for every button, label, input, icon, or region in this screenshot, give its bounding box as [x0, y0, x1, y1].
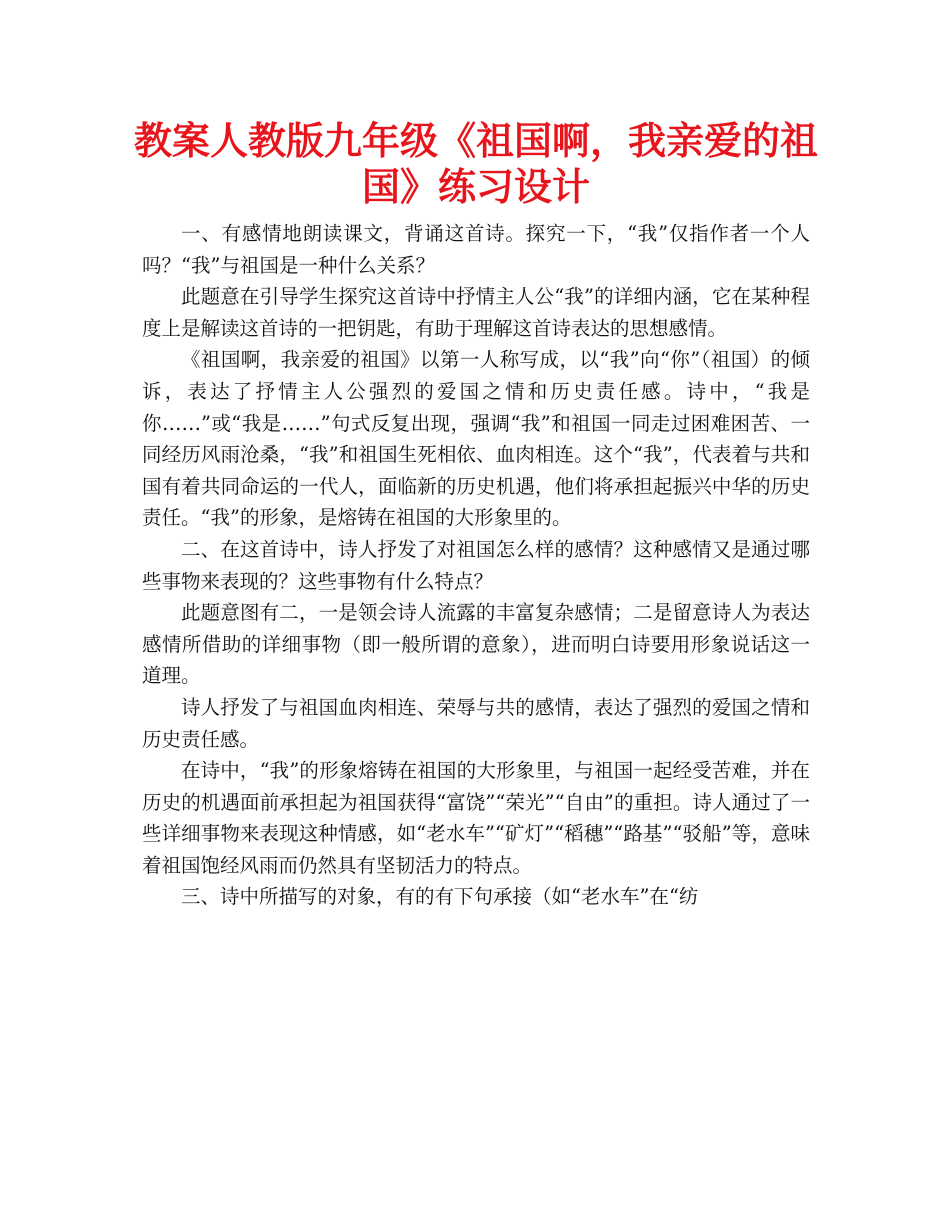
paragraph-answer-2a: 诗人抒发了与祖国血肉相连、荣辱与共的感情，表达了强烈的爱国之情和历史责任感。 — [142, 695, 810, 751]
paragraph-note-2: 此题意图有二，一是领会诗人流露的丰富复杂感情；二是留意诗人为表达感情所借助的详细事物（即一般所谓的意象），进而明白诗要用形象说话这一道理。 — [142, 601, 810, 688]
document-page — [133, 118, 818, 913]
paragraph-question-1: 一、有感情地朗读课文，背诵这首诗。探究一下，“我”仅指作者一个人吗？“我”与祖国是一种什么关系？ — [142, 222, 810, 277]
paragraph-note-1: 此题意在引导学生探究这首诗中抒情主人公“我”的详细内涵，它在某种程度上是解读这首诗的一把钥匙，有助于理解这首诗表达的思想感情。 — [142, 285, 810, 340]
document-title: 教案人教版九年级《祖国啊，我亲爱的祖国》练习设计 — [133, 119, 818, 209]
paragraph-answer-1: 《祖国啊，我亲爱的祖国》以第一人称写成，以“我”向“你”（祖国）的倾诉，表达了抒情主人公强烈的爱国之情和历史责任感。诗中，“我是你……”或“我是……”句式反复出现，强调“我”和祖国一同走过困难困苦、一同经历风雨沧桑，“我”和祖国生死相依、血肉相连。这个“我”，代表着与共和国有着共同命运的一代人，面临新的历史机遇，他们将承担起振兴中华的历史责任。“我”的形象，是熔铸在祖国的大形象里的。 — [142, 348, 810, 530]
paragraph-answer-2b: 在诗中，“我”的形象熔铸在祖国的大形象里，与祖国一起经受苦难，并在历史的机遇面前承担起为祖国获得“富饶”“荣光”“自由”的重担。诗人通过了一些详细事物来表现这种情感，如“老水车”“矿灯”“稻穗”“路基”“驳船”等，意味着祖国饱经风雨而仍然具有坚韧活力的特点。 — [142, 759, 810, 877]
document-body — [142, 218, 810, 913]
paragraph-question-2: 二、在这首诗中，诗人抒发了对祖国怎么样的感情？这种感情又是通过哪些事物来表现的？这些事物有什么特点？ — [142, 537, 810, 593]
paragraph-question-3: 三、诗中所描写的对象，有的有下句承接（如“老水车”在“纺 — [181, 885, 699, 909]
